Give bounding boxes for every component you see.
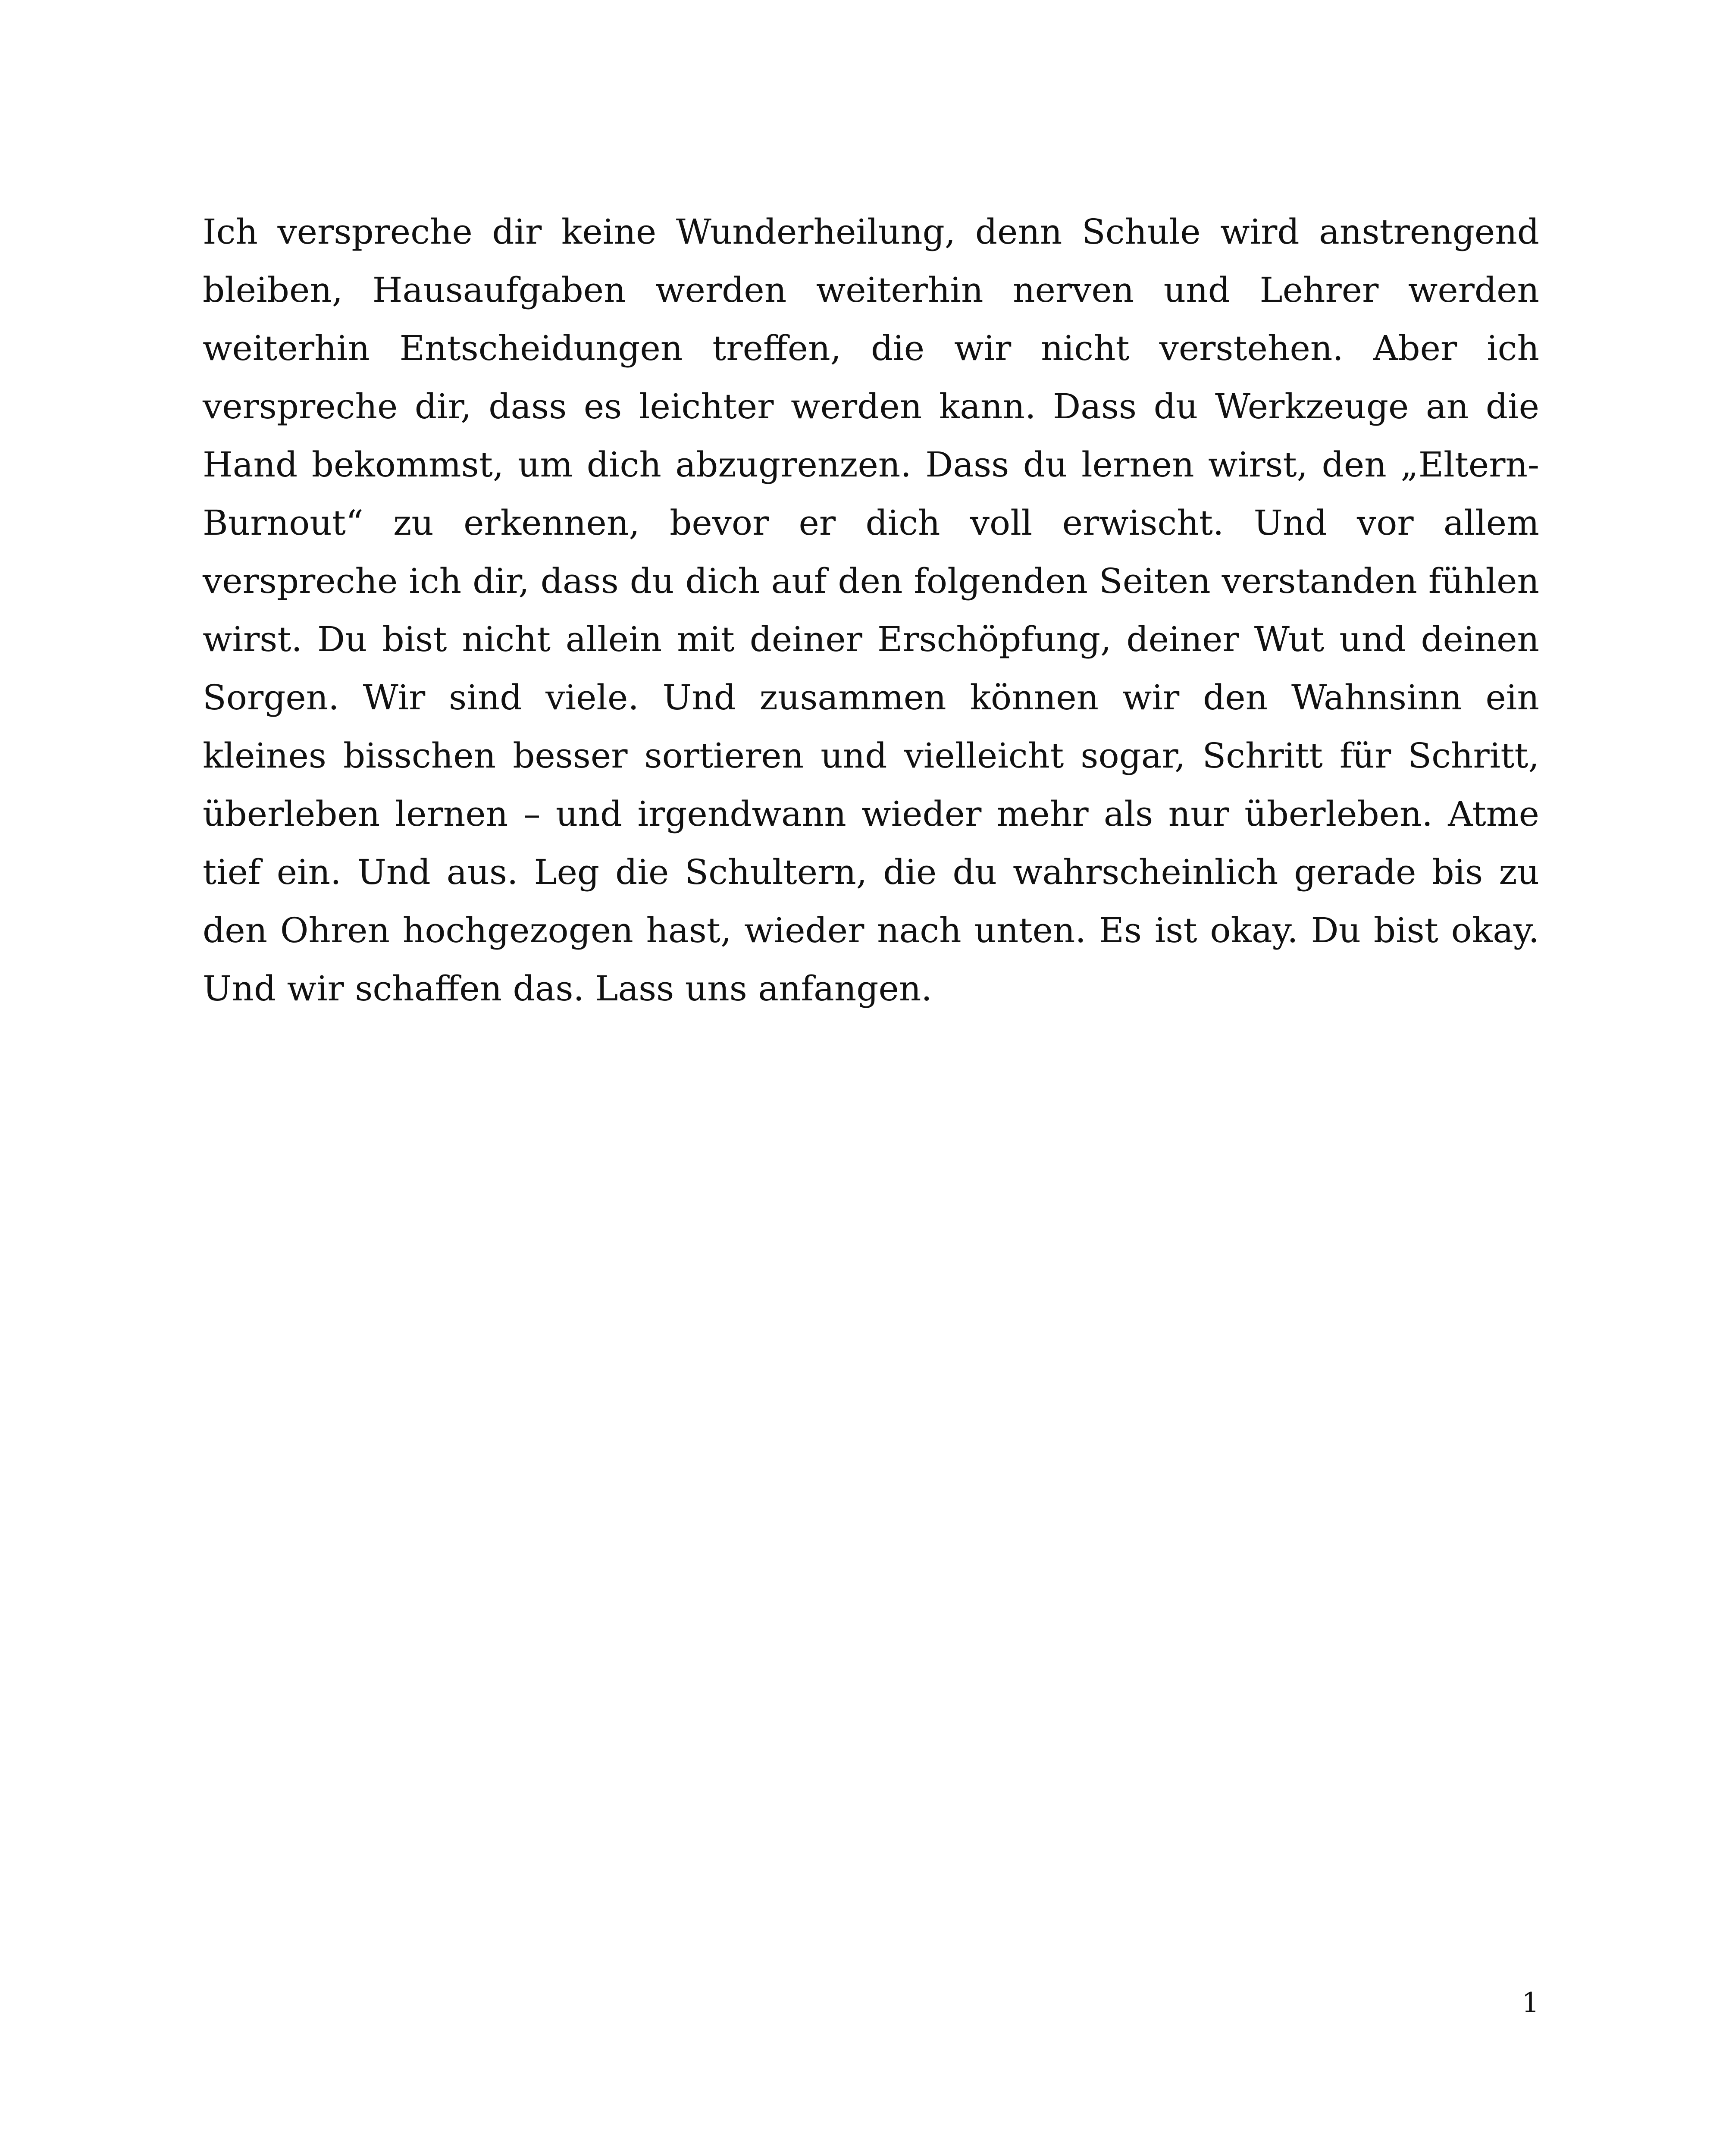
body-paragraph: Ich verspreche dir keine Wunderheilung, denn Schule wird anstrengend bleiben, Hausaufgaben werden weiterhin nerven und Lehrer werden weiterhin Entscheidungen treffen, die wir nicht verstehen. Aber ich verspreche dir, dass es leichter werden kann. Dass du Werkzeuge an die Hand bekommst, um dich abzugrenzen. Dass du lernen wirst, den „Eltern-Burnout“ zu erkennen, bevor er dich voll erwischt. Und vor allem verspreche ich dir, dass du dich auf den folgenden Seiten verstanden fühlen wirst. Du bist nicht allein mit deiner Erschöpfung, deiner Wut und deinen Sorgen. Wir sind viele. Und zusammen können wir den Wahnsinn ein kleines bisschen besser sortieren und vielleicht sogar, Schritt für Schritt, überleben lernen – und irgendwann wieder mehr als nur überleben. Atme tief ein. Und aus. Leg die Schultern, die du wahrscheinlich gerade bis zu den Ohren hochgezogen hast, wieder nach unten. Es ist okay. Du bist okay. Und wir schaffen das. Lass uns anfangen. [203,212,1539,1009]
page-number: 1 [1522,1987,1539,2019]
